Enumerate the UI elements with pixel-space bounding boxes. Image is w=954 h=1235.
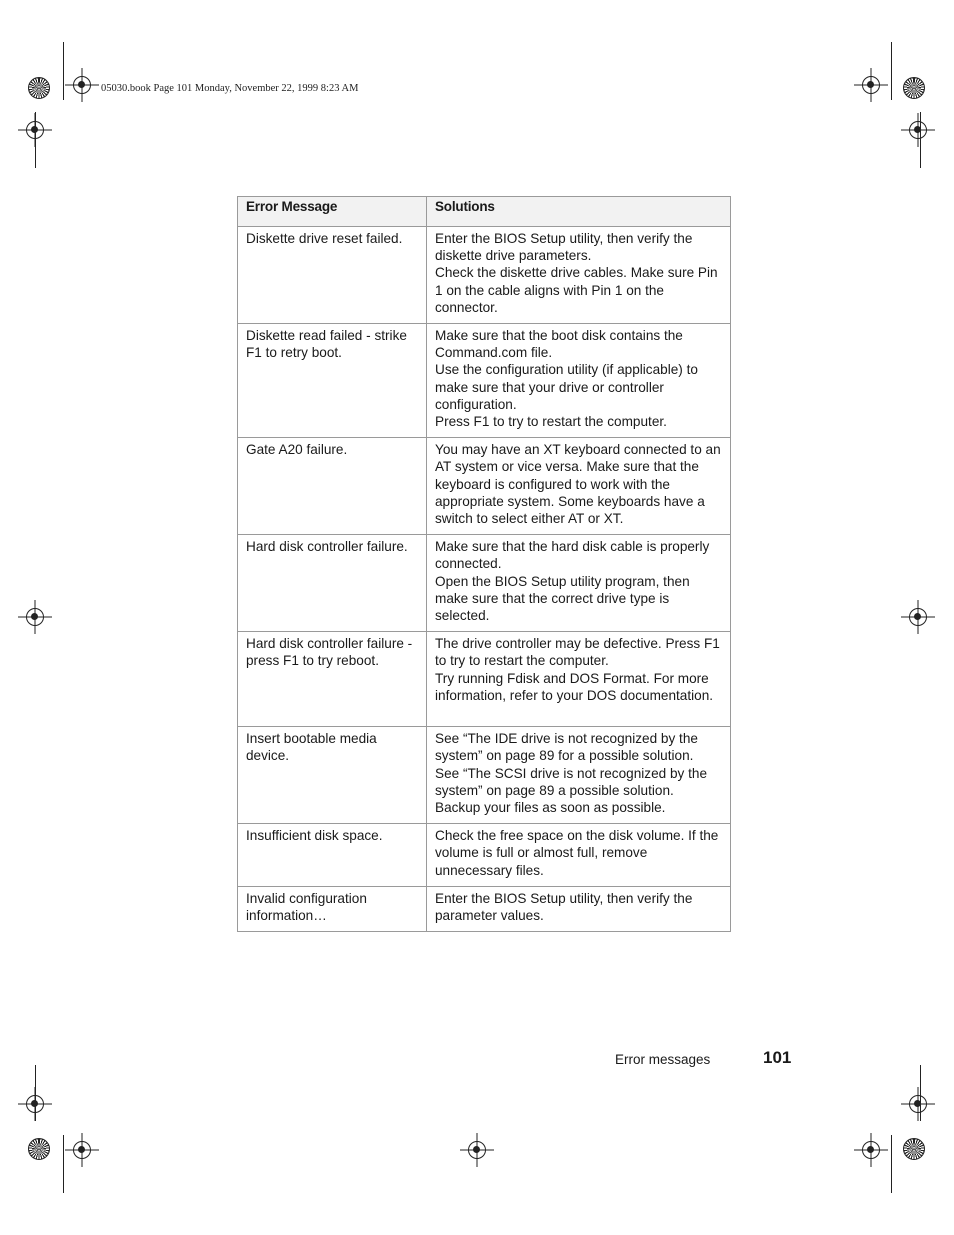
solution-text: Enter the BIOS Setup utility, then verify the diskette drive parameters. (435, 231, 693, 264)
solution-text: Use the configuration utility (if applicable) to make sure that your drive or controller configuration. (435, 362, 698, 412)
solution-cell (427, 535, 731, 632)
error-message-cell: Hard disk controller failure - press F1 to try reboot. (238, 632, 427, 727)
solution-text: Press F1 to try to restart the computer. (435, 414, 667, 430)
solution-text: See “The IDE drive is not recognized by the system” on page 89 for a possible solution. (435, 731, 698, 764)
registration-mark-icon (909, 608, 927, 626)
error-message-cell: Insert bootable media device. (238, 727, 427, 824)
crop-mark (63, 42, 64, 100)
solution-text: Backup your files as soon as possible. (435, 800, 666, 816)
table-row (238, 227, 731, 324)
solution-cell (427, 438, 731, 535)
registration-mark-icon (26, 121, 44, 139)
solution-cell (427, 632, 731, 727)
crop-mark (891, 42, 892, 100)
crop-mark (891, 1135, 892, 1193)
solution-cell (427, 824, 731, 887)
solution-text: You may have an XT keyboard connected to an AT system or vice versa. Make sure that the keyboard is configured to work with the appropriate system. Some keyboards have a switch to select either AT or XT. (435, 442, 721, 527)
solution-text: The drive controller may be defective. Press F1 to try to restart the computer. (435, 636, 720, 669)
error-message-cell: Insufficient disk space. (238, 824, 427, 887)
table-row (238, 824, 731, 887)
crop-mark (63, 1135, 64, 1193)
solution-text: Open the BIOS Setup utility program, then make sure that the correct drive type is selected. (435, 573, 690, 624)
table-row (238, 632, 731, 727)
registration-mark-icon (26, 608, 44, 626)
error-message-cell: Invalid configuration information… (238, 886, 427, 931)
registration-mark-icon (862, 76, 880, 94)
solution-text: Try running Fdisk and DOS Format. For more information, refer to your DOS documentation. (435, 670, 714, 703)
registration-mark-icon (862, 1141, 880, 1159)
solution-text: Make sure that the hard disk cable is properly connected. (435, 539, 710, 572)
registration-mark-icon (26, 1095, 44, 1113)
error-message-cell: Diskette drive reset failed. (238, 227, 427, 324)
star-target-icon (903, 1138, 925, 1160)
table-row (238, 535, 731, 632)
column-header-solutions: Solutions (427, 197, 731, 227)
star-target-icon (903, 77, 925, 99)
solution-cell (427, 727, 731, 824)
star-target-icon (28, 1138, 50, 1160)
registration-mark-icon (909, 1095, 927, 1113)
error-message-cell: Diskette read failed - strike F1 to retry boot. (238, 324, 427, 438)
table-header-row (238, 197, 731, 227)
registration-mark-icon (73, 76, 91, 94)
error-message-cell: Hard disk controller failure. (238, 535, 427, 632)
solution-text: Enter the BIOS Setup utility, then verify the parameter values. (435, 890, 693, 924)
solution-cell (427, 324, 731, 438)
table-row (238, 886, 731, 931)
error-message-table (237, 196, 731, 932)
registration-mark-icon (909, 121, 927, 139)
solution-text: Make sure that the boot disk contains the Command.com file. (435, 328, 683, 361)
page-number: 101 (763, 1048, 792, 1067)
print-slug: 05030.book Page 101 Monday, November 22, 1999 8:23 AM (101, 83, 359, 94)
solution-cell (427, 227, 731, 324)
solution-text: See “The SCSI drive is not recognized by the system” on page 89 a possible solution. (435, 765, 708, 798)
table-row (238, 727, 731, 824)
footer-section-title: Error messages (615, 1052, 711, 1067)
registration-mark-icon (73, 1141, 91, 1159)
solution-text: Check the free space on the disk volume. If the volume is full or almost full, remove unnecessary files. (435, 828, 719, 878)
solution-cell (427, 886, 731, 931)
error-message-cell: Gate A20 failure. (238, 438, 427, 535)
registration-mark-icon (468, 1141, 486, 1159)
star-target-icon (28, 77, 50, 99)
solution-text: Check the diskette drive cables. Make sure Pin 1 on the cable aligns with Pin 1 on the connector. (435, 265, 718, 315)
table-row (238, 324, 731, 438)
table-row (238, 438, 731, 535)
column-header-error-message: Error Message (238, 197, 427, 227)
